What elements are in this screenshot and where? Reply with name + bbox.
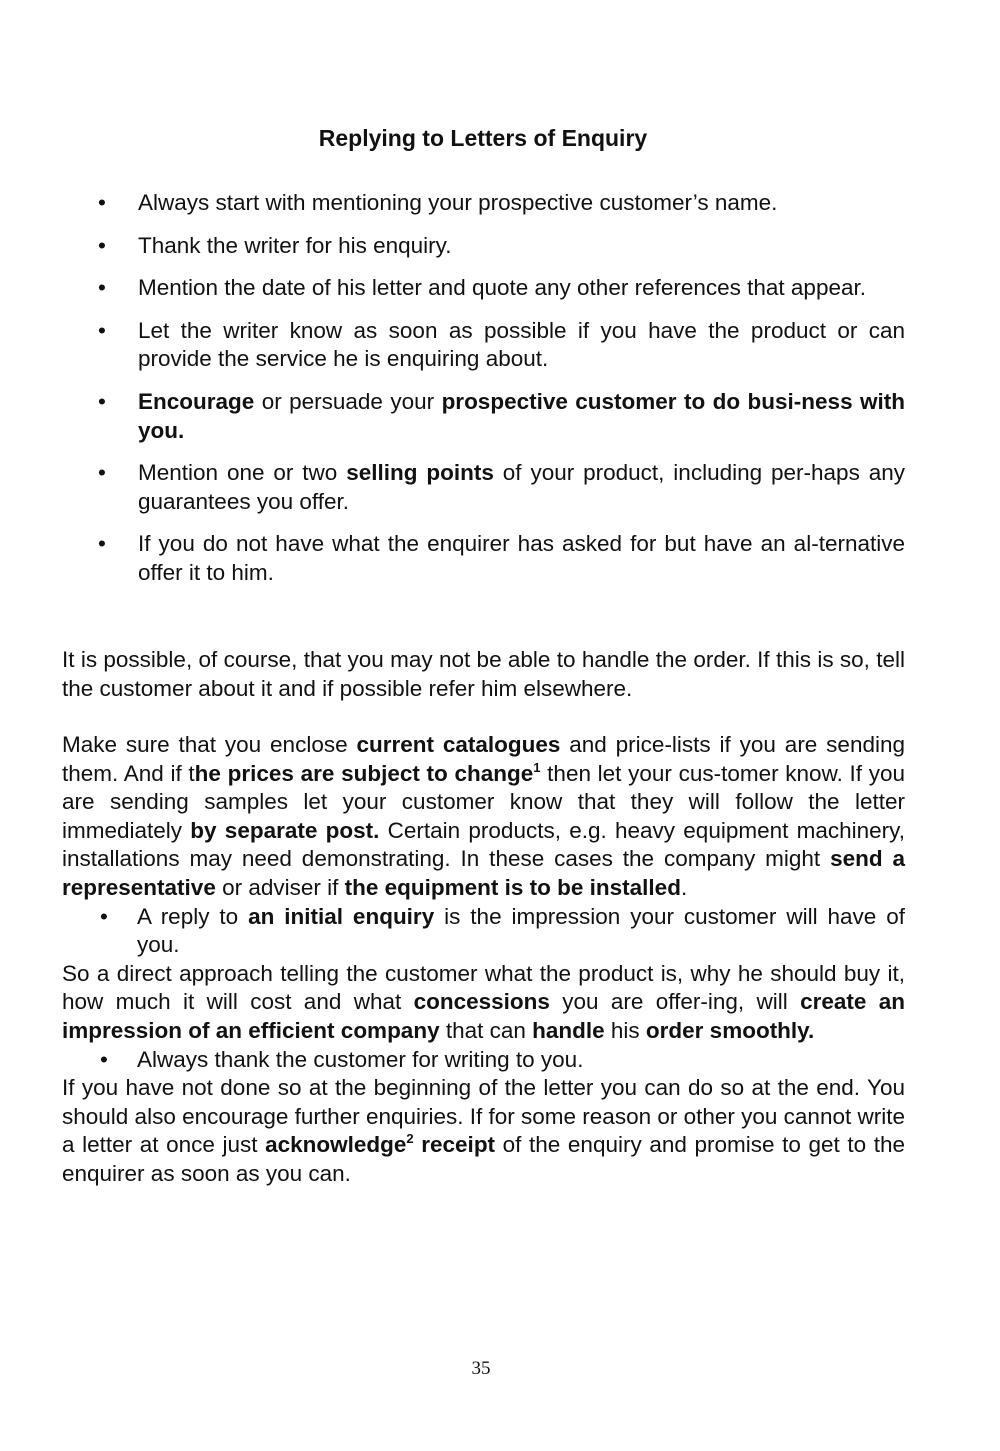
text-run: that can xyxy=(439,1017,533,1043)
list-item xyxy=(62,530,905,587)
list-item-text: or persuade your xyxy=(254,388,442,414)
list-item-text: Thank the writer for his enquiry. xyxy=(138,232,452,258)
page-title: Replying to Letters of Enquiry xyxy=(318,125,648,151)
paragraph-acknowledge xyxy=(62,1074,905,1188)
text-run: So a direct approach telling the customer what the product is, why he should buy it, how much it will cost and what xyxy=(62,960,905,1015)
emphasis: send a representative xyxy=(62,846,905,900)
page-number: 35 xyxy=(471,1358,491,1379)
list-item-text: Mention the date of his letter and quote any other references that appear. xyxy=(138,275,866,301)
emphasis: by separate post. xyxy=(190,817,380,843)
text-run: you are offer-ing, will xyxy=(549,989,801,1015)
emphasis: an initial enquiry xyxy=(248,903,435,929)
emphasis: receipt xyxy=(421,1132,496,1158)
list-item-text: If you do not have what the enquirer has asked for but have an al-ternative offer it to him. xyxy=(138,531,905,585)
text-run: is the impression your customer will have of you. xyxy=(137,903,905,958)
emphasis: the equipment is to be installed xyxy=(344,874,681,900)
paragraph-block xyxy=(62,731,905,1189)
list-item xyxy=(62,317,905,374)
emphasis: handle xyxy=(532,1017,605,1043)
list-item-reply xyxy=(62,903,905,960)
list-item-text: of your product, including per-haps any guarantees you offer. xyxy=(138,460,905,514)
paragraph-handle-order: It is possible, of course, that you may not be able to handle the order. If this is so, tell the customer about it and if possible refer him elsewhere. xyxy=(62,647,905,701)
text-run: If you have not done so at the beginning of the letter you can do so at the end. You should also encourage further enquiries. If for some reason or other you cannot write a letter at once just xyxy=(62,1075,905,1158)
list-item-thank: • Always thank the customer for writing to you. xyxy=(62,1046,905,1075)
text-run: Certain products, e.g. heavy equipment machinery, installations may need demonstrating. In these cases the company might xyxy=(62,817,905,872)
list-item xyxy=(62,232,905,261)
emphasis: order smoothly. xyxy=(645,1017,815,1043)
emphasis: concessions xyxy=(413,989,550,1015)
guidelines-list xyxy=(62,189,905,602)
list-item-text: Mention one or two xyxy=(138,460,347,486)
paragraph-direct-approach xyxy=(62,960,905,1046)
text-run: of the enquiry and promise to get to the enquirer as soon as you can. xyxy=(62,1132,905,1186)
text-run: his xyxy=(604,1017,646,1043)
text-run: Make sure that you enclose xyxy=(62,732,357,757)
text-run: or adviser if xyxy=(215,874,345,900)
list-item xyxy=(62,189,905,218)
text-run: . xyxy=(680,874,688,900)
emphasis: current catalogues xyxy=(356,732,561,757)
list-item xyxy=(62,388,905,445)
paragraph-catalogues xyxy=(62,731,905,903)
emphasis: create an impression of an efficient company xyxy=(62,989,906,1043)
emphasis: he prices are subject to change xyxy=(194,760,534,786)
emphasis: acknowledge xyxy=(265,1132,407,1158)
list-item-text: Always start with mentioning your prospective customer’s name. xyxy=(138,190,778,215)
emphasis: Encourage xyxy=(138,388,255,414)
footnote-marker: 1 xyxy=(533,759,541,775)
emphasis: selling points xyxy=(346,460,494,486)
text-run: then let your cus-tomer know. If you are sending samples let your customer know that they will follow the letter immediately xyxy=(62,760,906,843)
list-item-text: Let the writer know as soon as possible if you have the product or can provide the service he is enquiring about. xyxy=(138,317,905,372)
footnote-marker: 2 xyxy=(406,1131,414,1147)
text-run: A reply to xyxy=(137,903,249,929)
text-run: and price-lists if you are sending them. And if t xyxy=(62,732,905,786)
list-item xyxy=(62,274,905,303)
list-item xyxy=(62,459,905,516)
emphasis: prospective customer to do busi-ness with you. xyxy=(138,388,905,443)
